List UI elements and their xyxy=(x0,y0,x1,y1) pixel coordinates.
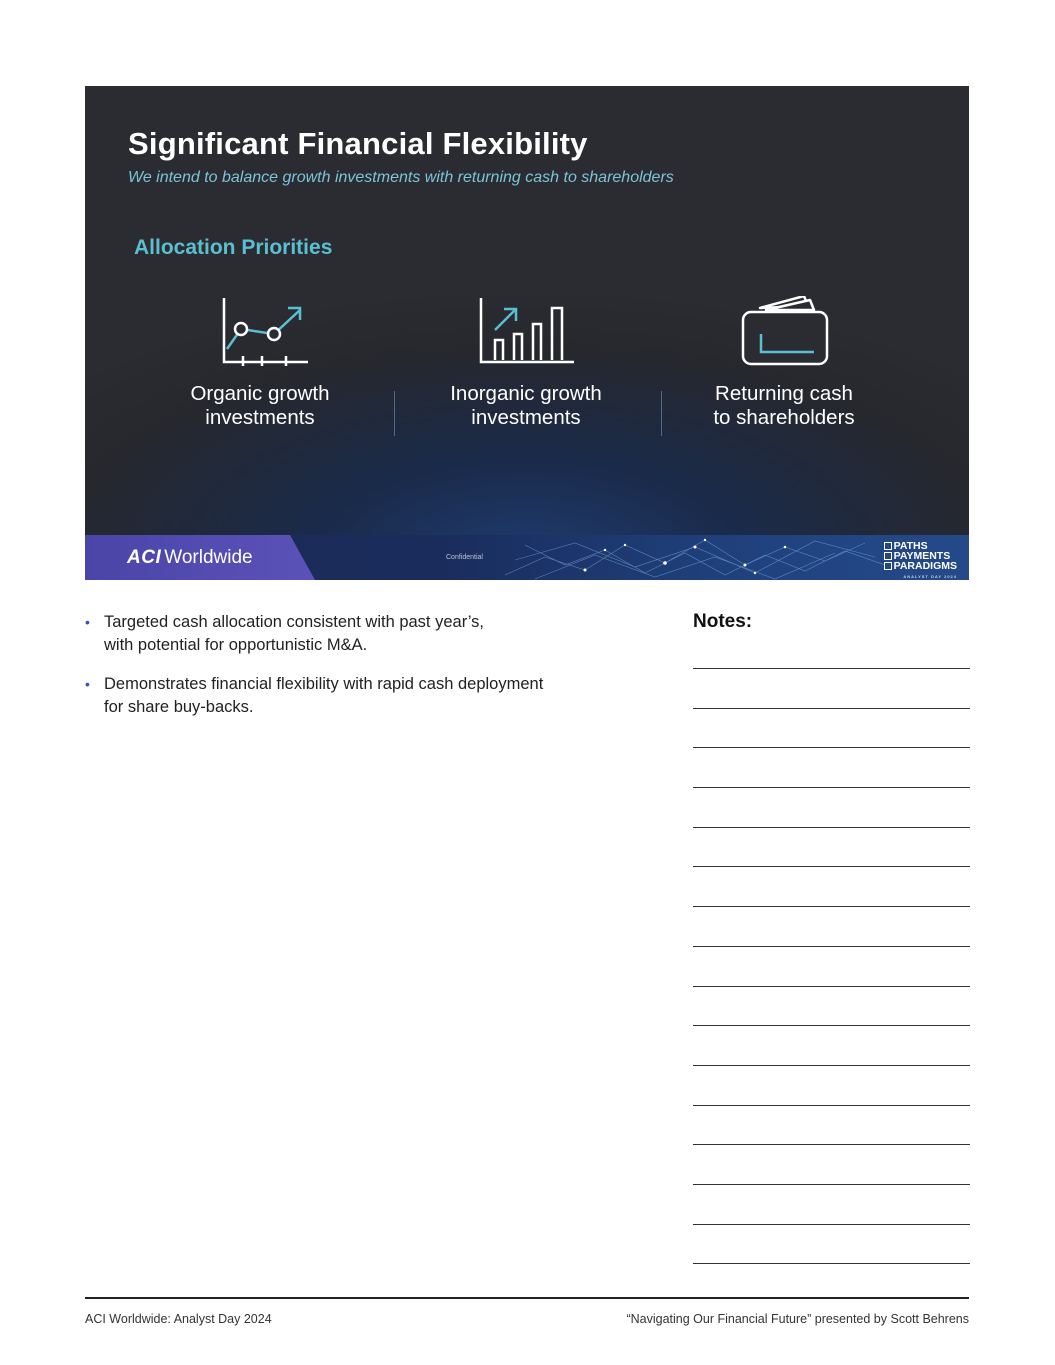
bar-chart-icon xyxy=(476,296,576,366)
slide-footer-bar xyxy=(85,535,969,580)
priority-label: Inorganic growth investments xyxy=(450,382,602,429)
note-line xyxy=(693,747,970,748)
event-line: PATHS xyxy=(893,540,928,552)
note-line xyxy=(693,787,970,788)
note-line xyxy=(693,1065,970,1066)
wallet-icon xyxy=(734,296,834,366)
notes-heading: Notes: xyxy=(693,611,753,632)
bullet-item xyxy=(85,611,645,657)
network-mesh-graphic xyxy=(505,535,885,580)
priority-inorganic-growth xyxy=(416,296,636,430)
event-subtitle: ANALYST DAY 2024 xyxy=(903,574,957,579)
paths-payments-paradigms-logo xyxy=(884,541,957,580)
priority-divider xyxy=(661,391,662,436)
page-footer-left: ACI Worldwide: Analyst Day 2024 xyxy=(85,1312,272,1326)
bullet-text: • Targeted cash allocation consistent with past year’s, xyxy=(104,613,485,631)
event-line: PAYMENTS xyxy=(893,550,951,562)
note-line xyxy=(693,1105,970,1106)
priority-returning-cash xyxy=(674,296,894,430)
bullet-item xyxy=(85,673,645,719)
slide-title: Significant Financial Flexibility xyxy=(128,126,588,161)
bullet-text: for share buy-backs. xyxy=(104,698,254,716)
footer-rule xyxy=(85,1297,969,1299)
confidential-label: Confidential xyxy=(446,554,483,561)
priority-organic-growth xyxy=(150,296,370,430)
logo-mark: ACI xyxy=(127,547,162,568)
note-line xyxy=(693,1224,970,1225)
priority-divider xyxy=(394,391,395,436)
bullet-list xyxy=(85,611,645,735)
bullet-text: • Demonstrates financial flexibility with rapid cash deployment xyxy=(104,675,544,693)
priority-label: Organic growth investments xyxy=(190,382,330,429)
note-line xyxy=(693,1144,970,1145)
note-line xyxy=(693,866,970,867)
logo-name: Worldwide xyxy=(164,547,253,568)
priority-label: Returning cash to shareholders xyxy=(713,382,855,429)
notes-lines xyxy=(693,668,970,1303)
page-footer-right: “Navigating Our Financial Future” presented by Scott Behrens xyxy=(626,1312,969,1326)
note-line xyxy=(693,906,970,907)
note-line xyxy=(693,668,970,669)
slide-image xyxy=(85,86,969,580)
note-line xyxy=(693,986,970,987)
note-line xyxy=(693,708,970,709)
note-line xyxy=(693,1263,970,1264)
line-chart-icon xyxy=(210,296,310,366)
allocation-priorities-heading: Allocation Priorities xyxy=(134,236,333,259)
note-line xyxy=(693,1184,970,1185)
note-line xyxy=(693,827,970,828)
note-line xyxy=(693,946,970,947)
slide-subtitle: We intend to balance growth investments with returning cash to shareholders xyxy=(128,169,674,186)
event-line: PARADIGMS xyxy=(893,560,957,572)
aci-worldwide-logo xyxy=(127,547,253,569)
bullet-text: with potential for opportunistic M&A. xyxy=(104,636,368,654)
note-line xyxy=(693,1025,970,1026)
